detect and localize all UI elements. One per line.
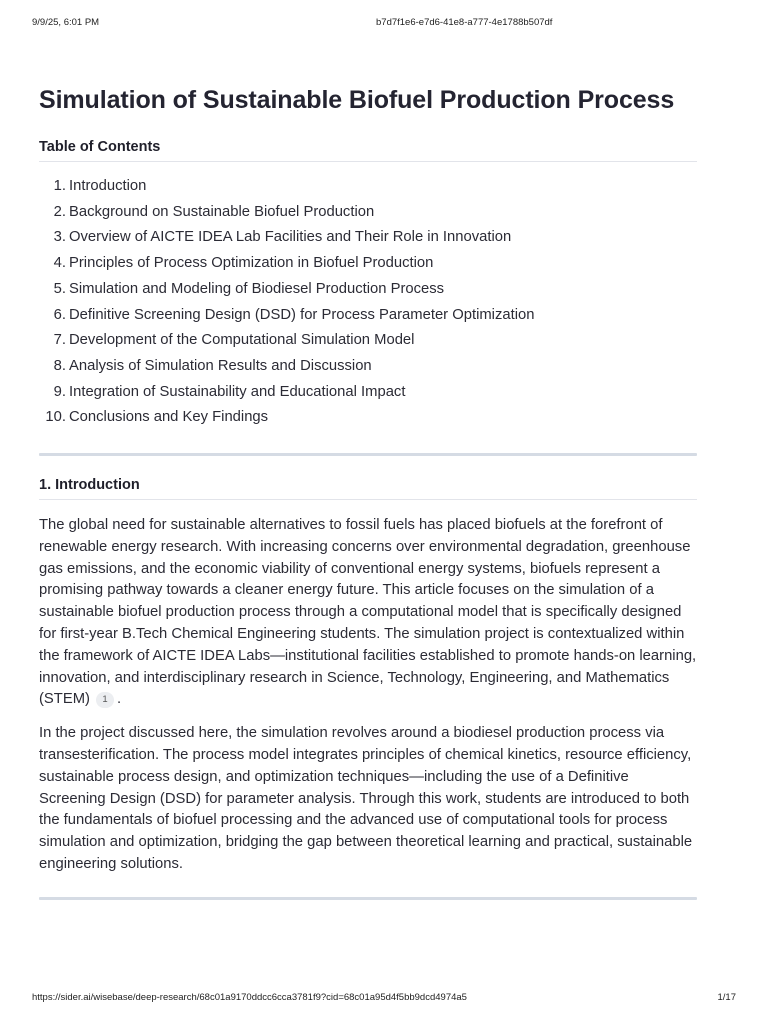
document-id: b7d7f1e6-e7d6-41e8-a777-4e1788b507df: [376, 17, 553, 28]
toc-item-number: 8.: [53, 357, 66, 374]
toc-item-number: 9.: [53, 383, 66, 400]
intro-paragraph-1-text: The global need for sustainable alternatives to fossil fuels has placed biofuels at the forefront of renewable energy research. With increasing concerns over environmental degradation, greenhouse gas emissions, and the economic viability of conventional energy systems, biofuels represent a promising pathway towards a cleaner energy future. This article focuses on the simulation of a sustainable biofuel production process through a computational model that is specifically designed for first-year B.Tech Chemical Engineering students. The simulation project is contextualized within the framework of AICTE IDEA Labs—institutional facilities established to promote hands-on learning, innovation, and interdisciplinary research in Science, Technology, Engineering, and Mathematics (STEM): [39, 517, 697, 708]
section-heading-introduction: 1. Introduction: [39, 477, 697, 500]
intro-paragraph-1: [39, 515, 699, 711]
toc-item-number: 1.: [53, 178, 66, 194]
source-url[interactable]: https://sider.ai/wisebase/deep-research/68c01a9170ddcc6cca3781f9?cid=68c01a95d4f5bb9dcd4974a5: [32, 992, 467, 1003]
toc-item-number: 10.: [45, 409, 66, 426]
print-header: [32, 17, 736, 31]
toc-heading: Table of Contents: [39, 139, 697, 162]
print-datetime: 9/9/25, 6:01 PM: [32, 17, 100, 28]
citation-badge[interactable]: 1: [96, 692, 114, 708]
toc-item[interactable]: [39, 405, 697, 431]
toc-item[interactable]: [39, 251, 697, 277]
toc-item-label[interactable]: Definitive Screening Design (DSD) for Process Parameter Optimization: [69, 306, 535, 323]
toc-item-label[interactable]: Simulation and Modeling of Biodiesel Production Process: [69, 280, 445, 297]
toc-item-label[interactable]: Overview of AICTE IDEA Lab Facilities and Their Role in Innovation: [69, 229, 512, 246]
toc-item-number: 3.: [53, 229, 66, 246]
toc-item-label[interactable]: Introduction: [69, 178, 147, 194]
toc-item[interactable]: [39, 328, 697, 354]
toc-item[interactable]: [39, 354, 697, 380]
intro-paragraph-2: In the project discussed here, the simulation revolves around a biodiesel production process via transesterification. The process model integrates principles of chemical kinetics, resource efficiency, sustainable process design, and optimization techniques—including the use of a Definitive Screening Design (DSD) for parameter analysis. Through this work, students are introduced to both the fundamentals of biofuel processing and the advanced use of computational tools for process simulation and optimization, bridging the gap between theoretical learning and practical, sustainable engineering solutions.: [39, 725, 693, 872]
print-footer: [32, 992, 736, 1006]
toc-item-label[interactable]: Principles of Process Optimization in Biofuel Production: [69, 255, 434, 272]
toc-item[interactable]: [39, 277, 697, 303]
article: [39, 86, 697, 900]
toc-item[interactable]: [39, 303, 697, 329]
toc-item[interactable]: [39, 200, 697, 226]
toc-item-number: 5.: [53, 280, 66, 297]
toc-item[interactable]: [39, 225, 697, 251]
toc-item-number: 7.: [53, 332, 66, 349]
toc-item-label[interactable]: Background on Sustainable Biofuel Production: [69, 203, 375, 220]
page-title: Simulation of Sustainable Biofuel Production Process: [39, 86, 675, 114]
table-of-contents: [39, 174, 697, 431]
toc-item[interactable]: [39, 380, 697, 406]
section-divider: [39, 453, 697, 456]
toc-item-number: 4.: [53, 255, 66, 272]
section-divider: [39, 897, 697, 900]
toc-item-label[interactable]: Development of the Computational Simulation Model: [69, 332, 415, 349]
toc-item-number: 6.: [53, 306, 66, 323]
intro-paragraph-1-end: .: [116, 691, 122, 708]
toc-item[interactable]: [39, 174, 697, 200]
toc-item-label[interactable]: Conclusions and Key Findings: [69, 409, 269, 426]
page-number: 1/17: [717, 992, 736, 1003]
toc-item-number: 2.: [53, 203, 66, 220]
toc-item-label[interactable]: Analysis of Simulation Results and Discussion: [69, 357, 372, 374]
toc-item-label[interactable]: Integration of Sustainability and Educational Impact: [69, 383, 406, 400]
